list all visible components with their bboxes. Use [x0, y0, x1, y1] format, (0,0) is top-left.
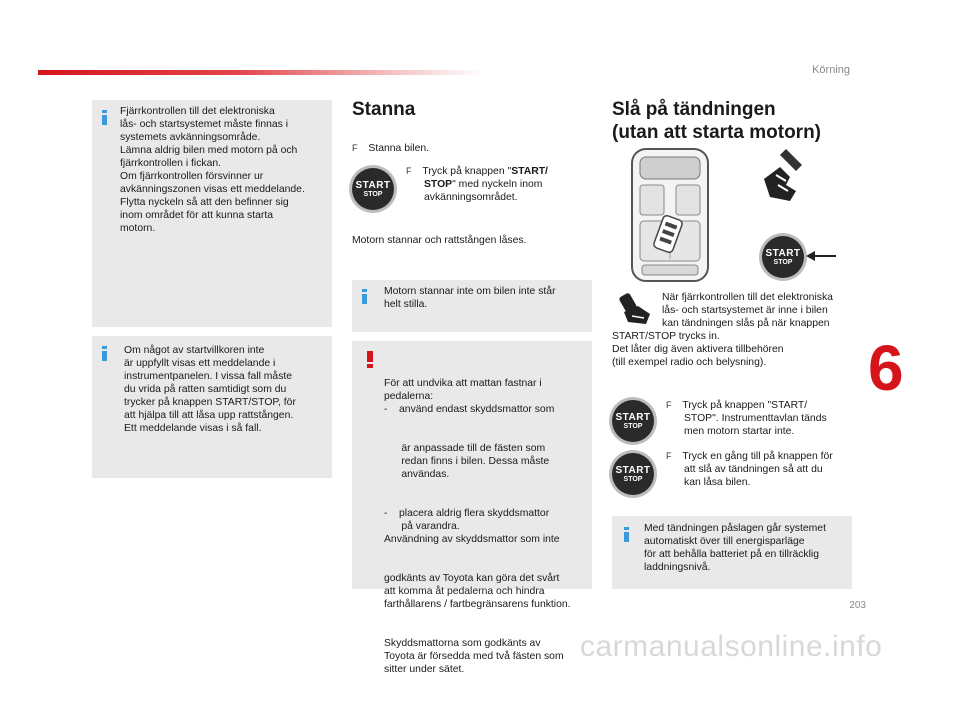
bullet-arrow-icon: F: [666, 451, 672, 461]
section-title: Körning: [812, 64, 850, 76]
ignition-description: När fjärrkontrollen till det elektroniska lås- och startsystemet är inne i bilen kan tändningen slås på när knappen START/STOP trycks in. Det låter dig även aktivera tillbehören (till exempel radio och belysning).: [612, 292, 833, 368]
bullet-arrow-icon: F: [406, 166, 412, 176]
hand-press-icon: [756, 145, 812, 207]
step-ignition-on: F Tryck på knappen "START/ STOP". Instrumenttavlan tänds men motorn startar inte.: [666, 400, 827, 437]
start-stop-button-image: START STOP: [352, 168, 394, 210]
bullet-arrow-icon: F: [666, 400, 672, 410]
info-icon: [362, 289, 367, 304]
car-top-view-illustration: [612, 145, 728, 285]
info-icon: [102, 346, 107, 361]
bullet-arrow-icon: F: [352, 143, 358, 153]
info-box-energy-saving: [612, 516, 852, 589]
page-number: 203: [849, 600, 866, 611]
step-ignition-off: F Tryck en gång till på knappen för att slå av tändningen så att du kan låsa bilen.: [666, 451, 833, 488]
info-text: Om något av startvillkoren inte är uppfyllt visas ett meddelande i instrumentpanelen. I vissa fall måste du vrida på ratten samtidigt som du trycker på knappen START/STOP, för att hjälpa till att låsa upp rattstången. Ett meddelande visas i så fall.: [124, 345, 296, 434]
arrow-left-icon: [806, 250, 836, 262]
step-stop-car: F Stanna bilen.: [352, 143, 430, 154]
step-press-start-stop: F Tryck på knappen "START/ STOP" med nyckeln inom avkänningsområdet.: [406, 166, 548, 203]
info-box-not-stationary: [352, 280, 592, 332]
warning-box-floor-mats: [352, 341, 592, 675]
watermark: carmanualsonline.info: [580, 630, 883, 663]
start-stop-button-image: START STOP: [612, 453, 654, 495]
info-box-remote-range: [92, 100, 332, 327]
info-text: Med tändningen påslagen går systemet automatiskt över till energisparläge för att behålla batteriet på en tillräcklig laddningsnivå.: [644, 523, 826, 573]
heading-stanna: Stanna: [352, 99, 416, 120]
info-icon: [624, 527, 629, 542]
info-box-start-conditions: [92, 336, 332, 478]
warning-text: För att undvika att mattan fastnar i pedalerna: - använd endast skyddsmattor som är anpassade till de fästen som redan finns i bilen. Dessa måste användas. - placera aldrig flera skyddsmattor på varandra. Användning av skyddsmattor som inte godkänts av Toyota kan göra det svårt att komma åt pedalerna och hindra farthållarens / fartbegränsarens funktion. Skyddsmattorna som godkänts av Toyota är försedda med två fästen som sitter under sätet.: [384, 378, 571, 675]
start-stop-button-image: START STOP: [612, 400, 654, 442]
warning-icon: [367, 351, 373, 368]
info-text: Motorn stannar inte om bilen inte står helt stilla.: [384, 286, 556, 310]
heading-ignition: Slå på tändningen (utan att starta motorn): [612, 99, 821, 143]
stop-result-text: Motorn stannar och rattstången låses.: [352, 235, 527, 246]
chapter-number: 6: [868, 332, 904, 404]
info-text: Fjärrkontrollen till det elektroniska lås- och startsystemet måste finnas i systemets avkänningsområde. Lämna aldrig bilen med motorn på och fjärrkontrollen i fickan. Om fjärrkontrollen försvinner ur avkänningszonen visas ett meddelande. Flytta nyckeln så att den befinner sig inom området för att kunna starta motorn.: [120, 106, 305, 234]
header-accent-bar: [38, 70, 483, 75]
start-stop-button-image: START STOP: [762, 236, 804, 278]
info-icon: [102, 110, 107, 125]
